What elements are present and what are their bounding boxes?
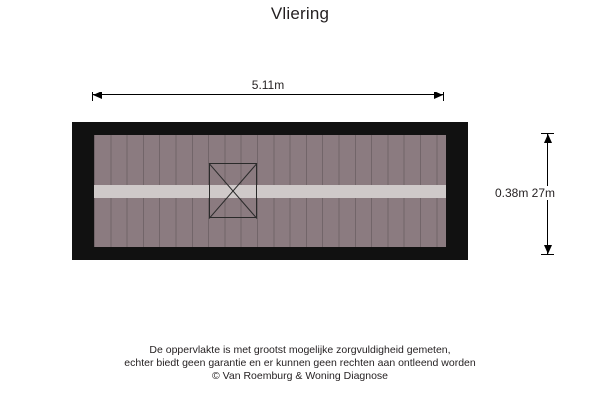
arrow-up-icon [544,134,552,143]
ridge-beam [94,185,446,198]
footer-disclaimer [0,344,600,383]
width-dimension-label: 5.11m [92,78,444,92]
footer-line-3: © Van Roemburg & Woning Diagnose [211,370,389,382]
floor-area [94,135,446,247]
hatch-opening-icon [209,163,257,218]
page-title: Vliering [270,4,330,23]
floor-plan [72,122,468,260]
dimension-line-horizontal [92,94,444,95]
footer-line-2: echter biedt geen garantie en er kunnen geen rechten aan ontleend worden [124,357,476,369]
height-dimension-label: 0.38m 27m [495,186,556,200]
arrow-down-icon [544,245,552,254]
width-dimension-line [92,94,444,95]
footer-line-1: De oppervlakte is met grootst mogelijke zorgvuldigheid gemeten, [149,344,451,356]
dimension-cap-bottom [541,254,554,255]
